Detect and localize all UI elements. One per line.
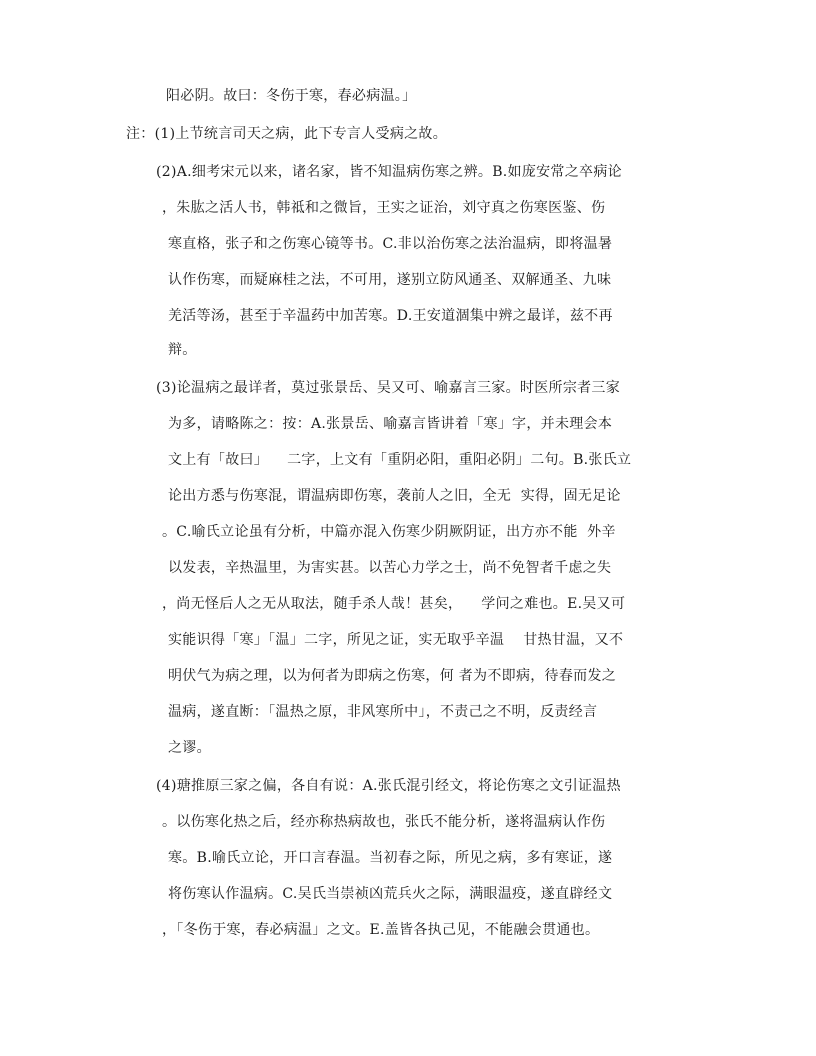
note-3-line: (3)论温病之最详者，莫过张景岳、吴又可、喻嘉言三家。时医所宗者三家 bbox=[156, 380, 621, 396]
text-line: 论出方悉与伤寒混，谓温病即伤寒，袭前人之旧，全无 实得，固无足论 bbox=[168, 488, 621, 504]
text-line: 之谬。 bbox=[168, 740, 211, 756]
text-line: 以发表，辛热温里，为害实甚。以苦心力学之士，尚不免智者千虑之失 bbox=[168, 560, 612, 576]
text-line: 。以伤寒化热之后，经亦称热病故也，张氏不能分析，遂将温病认作伤 bbox=[162, 814, 606, 830]
text-line: 将伤寒认作温病。C.吴氏当崇祯凶荒兵火之际，满眼温疫，遂直辟经文 bbox=[168, 886, 613, 902]
text-line: 羌活等汤，甚至于辛温药中加苦寒。D.王安道涸集中辨之最详，兹不再 bbox=[168, 308, 613, 324]
text-line: 实能识得「寒」「温」二字，所见之证，实无取乎辛温 甘热甘温，又不 bbox=[168, 632, 624, 648]
text-line: 为多，请略陈之：按：A.张景岳、喻嘉言皆讲着「寒」字，并未理会本 bbox=[168, 416, 613, 432]
text-line: 辩。 bbox=[168, 342, 197, 358]
text-line: 寒。B.喻氏立论，开口言春温。当初春之际，所见之病，多有寒证，遂 bbox=[168, 850, 613, 866]
note-heading-line: 注：(1)上节统言司天之病，此下专言人受病之故。 bbox=[126, 126, 448, 142]
text-line: 明伏气为病之理，以为何者为即病之伤寒，何 者为不即病，待春而发之 bbox=[168, 668, 617, 684]
text-line: 温病，遂直断：「温热之原，非风寒所中」，不责己之不明，反责经言 bbox=[168, 704, 598, 720]
text-line: 阳必阴。故曰：冬伤于寒，春必病温。」 bbox=[166, 88, 417, 104]
note-2-line: (2)A.细考宋元以来，诸名家，皆不知温病伤寒之辨。B.如庞安常之卒病论 bbox=[156, 164, 622, 180]
text-line: 。C.喻氏立论虽有分析，中篇亦混入伤寒少阴厥阴证，出方亦不能 外辛 bbox=[162, 524, 616, 540]
text-line: 文上有「故曰」 二字，上文有「重阴必阳，重阳必阴」二句。B.张氏立 bbox=[168, 452, 632, 468]
text-line: ，尚无怪后人之无从取法，随手杀人哉！甚矣， 学问之难也。E.吴又可 bbox=[162, 596, 626, 612]
text-line: 认作伤寒，而疑麻桂之法，不可用，遂别立防风通圣、双解通圣、九味 bbox=[168, 272, 612, 288]
note-4-line: (4)瑭推原三家之偏，各自有说：A.张氏混引经文，将论伤寒之文引证温热 bbox=[156, 778, 621, 794]
text-line: ，朱肱之活人书，韩祗和之微旨，王实之证治，刘守真之伤寒医鉴、伤 bbox=[162, 200, 606, 216]
text-line: 寒直格，张子和之伤寒心镜等书。C.非以治伤寒之法治温病，即将温暑 bbox=[168, 236, 613, 252]
text-line: ，「冬伤于寒，春必病温」之文。E.盖皆各执己见，不能融会贯通也。 bbox=[162, 922, 600, 938]
